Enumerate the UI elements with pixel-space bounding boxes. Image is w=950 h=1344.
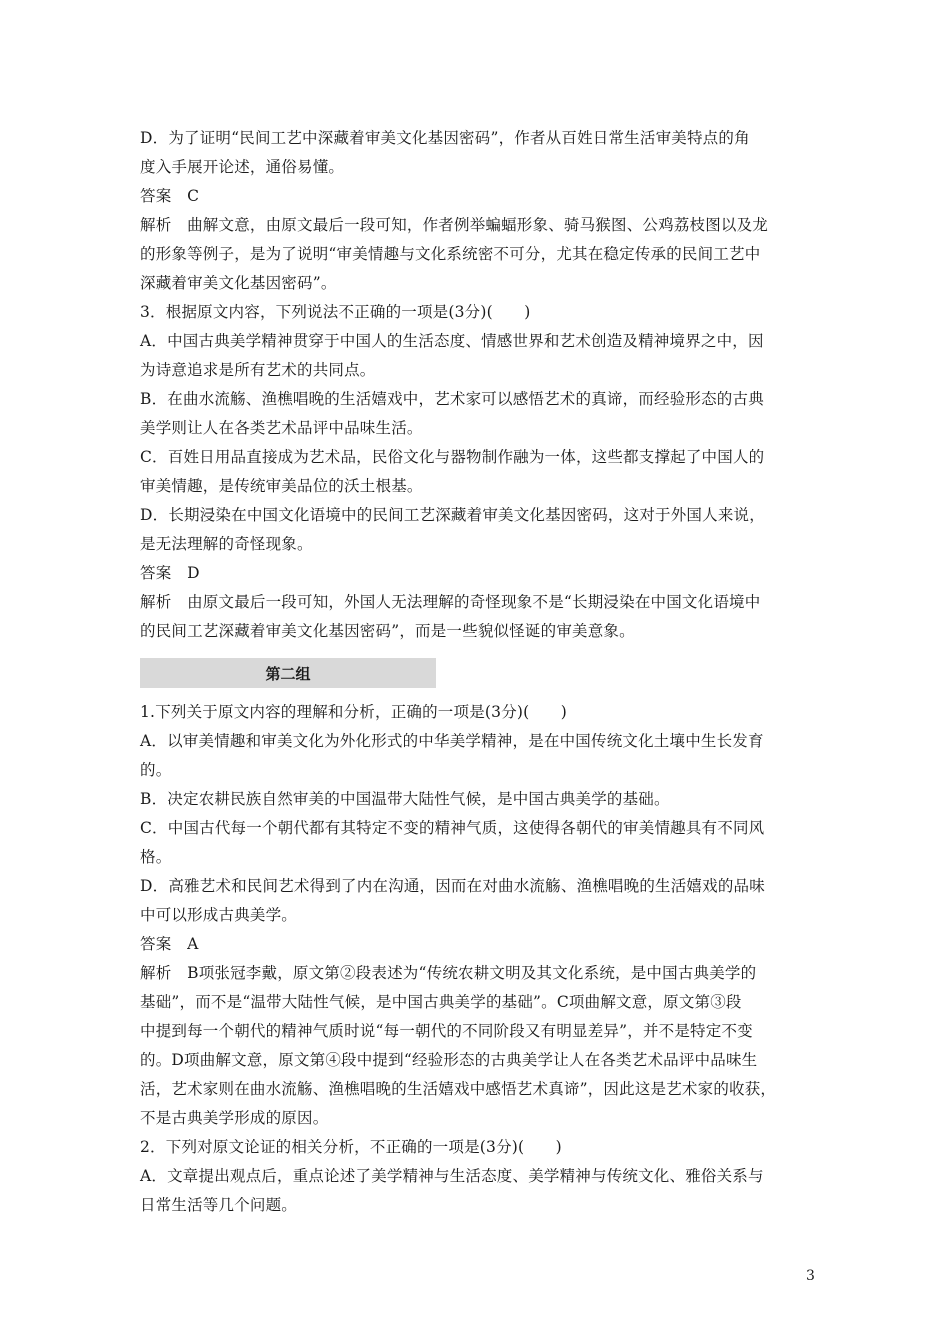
question-line: 2．下列对原文论证的相关分析，不正确的一项是(3分)( ) — [140, 1138, 562, 1156]
text-line: 的。 — [140, 761, 172, 779]
text-line: 活，艺术家则在曲水流觞、渔樵唱晚的生活嬉戏中感悟艺术真谛”，因此这是艺术家的收获， — [140, 1080, 777, 1098]
text-line: 的民间工艺深藏着审美文化基因密码”，而是一些貌似怪诞的审美意象。 — [140, 622, 635, 640]
text-line: 的。D项曲解文意，原文第④段中提到“经验形态的古典美学让人在各类艺术品评中品味生 — [140, 1051, 758, 1069]
text-line: 深藏着审美文化基因密码”。 — [140, 274, 337, 292]
option-b: B．在曲水流觞、渔樵唱晚的生活嬉戏中，艺术家可以感悟艺术的真谛，而经验形态的古典 — [140, 390, 764, 408]
text-line: 为诗意追求是所有艺术的共同点。 — [140, 361, 376, 379]
text-line: 格。 — [140, 848, 172, 866]
analysis-line: 解析 B项张冠李戴，原文第②段表述为“传统农耕文明及其文化系统，是中国古典美学的 — [140, 964, 757, 982]
analysis-line: 解析 曲解文意，由原文最后一段可知，作者例举蝙蝠形象、骑马猴图、公鸡荔枝图以及龙 — [140, 216, 769, 234]
section-title: 第二组 — [265, 664, 311, 683]
text-line: 度入手展开论述，通俗易懂。 — [140, 158, 345, 176]
text-line: 中可以形成古典美学。 — [140, 906, 298, 924]
answer-line: 答案 A — [140, 935, 199, 953]
text-line: 中提到每一个朝代的精神气质时说“每一朝代的不同阶段又有明显差异”，并不是特定不变 — [140, 1022, 753, 1040]
document-body — [140, 124, 815, 1220]
option-a: A．文章提出观点后，重点论述了美学精神与生活态度、美学精神与传统文化、雅俗关系与 — [140, 1167, 764, 1185]
page-number: 3 — [806, 1268, 815, 1284]
text-line: 日常生活等几个问题。 — [140, 1196, 298, 1214]
text-line: 不是古典美学形成的原因。 — [140, 1109, 329, 1127]
text-line: D．为了证明“民间工艺中深藏着审美文化基因密码”，作者从百姓日常生活审美特点的角 — [140, 129, 750, 147]
option-a: A．以审美情趣和审美文化为外化形式的中华美学精神，是在中国传统文化土壤中生长发育 — [140, 732, 764, 750]
text-line: 审美情趣，是传统审美品位的沃土根基。 — [140, 477, 423, 495]
text-block-1 — [140, 124, 815, 646]
text-line: 基础”，而不是“温带大陆性气候，是中国古典美学的基础”。C项曲解文意，原文第③段 — [140, 993, 742, 1011]
text-line: 美学则让人在各类艺术品评中品味生活。 — [140, 419, 423, 437]
text-line: 是无法理解的奇怪现象。 — [140, 535, 313, 553]
answer-line: 答案 D — [140, 564, 200, 582]
option-c: C．百姓日用品直接成为艺术品，民俗文化与器物制作融为一体，这些都支撑起了中国人的 — [140, 448, 765, 466]
text-block-2 — [140, 698, 815, 1220]
section-header — [140, 658, 436, 688]
answer-line: 答案 C — [140, 187, 200, 205]
text-line: 的形象等例子，是为了说明“审美情趣与文化系统密不可分，尤其在稳定传承的民间工艺中 — [140, 245, 761, 263]
question-line: 1.下列关于原文内容的理解和分析，正确的一项是(3分)( ) — [140, 703, 568, 721]
option-d: D．高雅艺术和民间艺术得到了内在沟通，因而在对曲水流觞、渔樵唱晚的生活嬉戏的品味 — [140, 877, 765, 895]
question-line: 3．根据原文内容，下列说法不正确的一项是(3分)( ) — [140, 303, 531, 321]
analysis-line: 解析 由原文最后一段可知，外国人无法理解的奇怪现象不是“长期浸染在中国文化语境中 — [140, 593, 761, 611]
option-a: A．中国古典美学精神贯穿于中国人的生活态度、情感世界和艺术创造及精神境界之中，因 — [140, 332, 764, 350]
option-d: D．长期浸染在中国文化语境中的民间工艺深藏着审美文化基因密码，这对于外国人来说， — [140, 506, 765, 524]
option-b: B．决定农耕民族自然审美的中国温带大陆性气候，是中国古典美学的基础。 — [140, 790, 670, 808]
option-c: C．中国古代每一个朝代都有其特定不变的精神气质，这使得各朝代的审美情趣具有不同风 — [140, 819, 765, 837]
